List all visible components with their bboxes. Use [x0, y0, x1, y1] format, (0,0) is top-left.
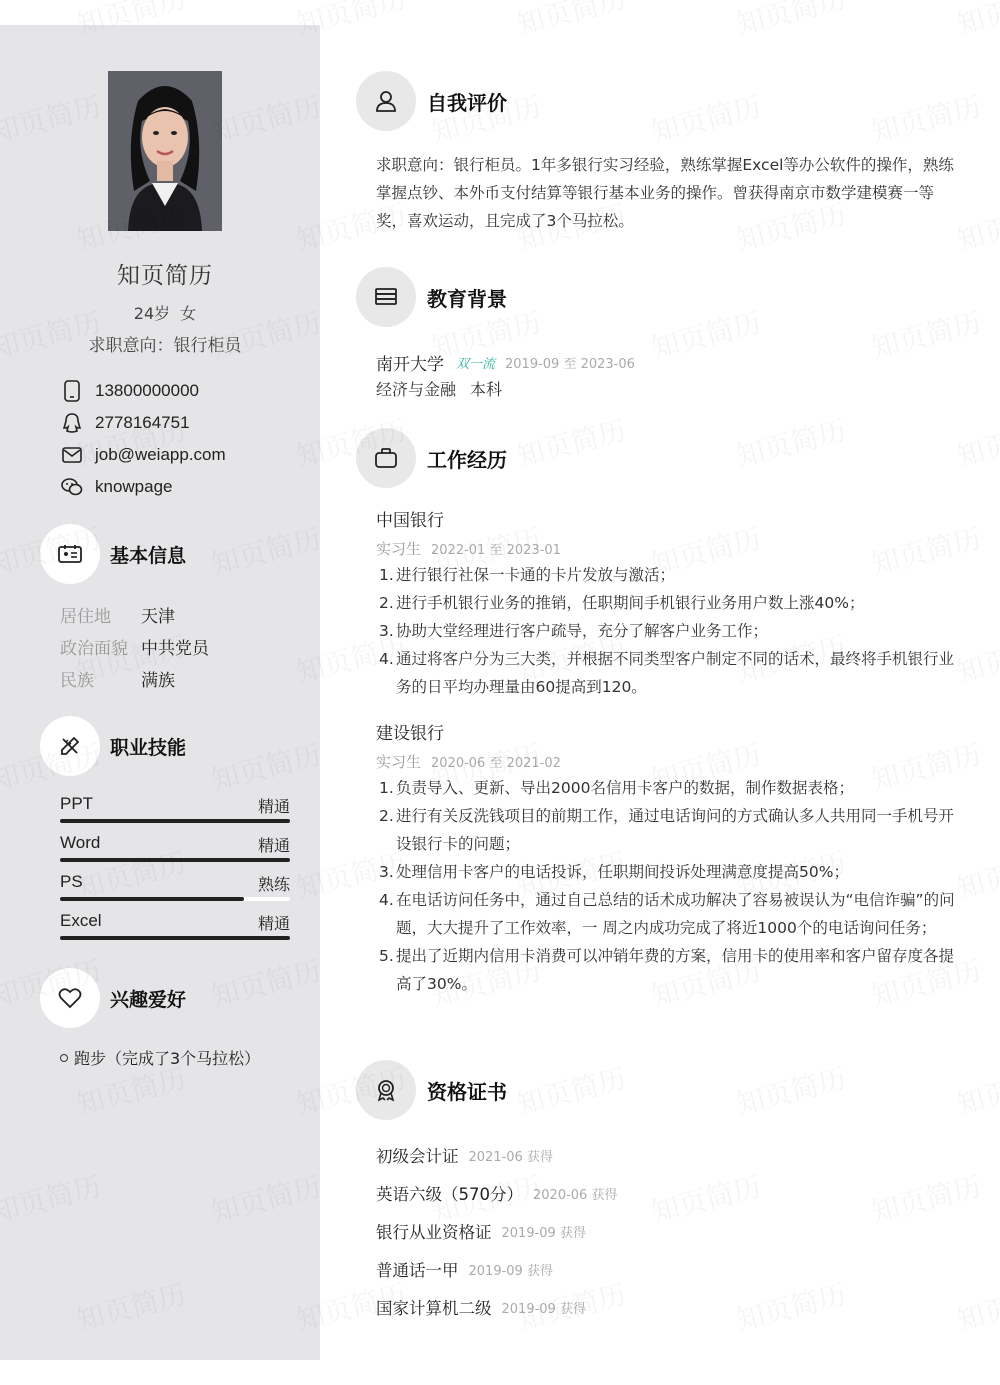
age-gender — [0, 301, 330, 324]
watermark-text — [867, 301, 985, 367]
skill-level: 精通 — [257, 836, 290, 855]
job-role-line — [376, 748, 956, 774]
watermark-text — [732, 0, 850, 43]
job-duties — [376, 774, 956, 998]
certificate-item — [376, 1212, 617, 1250]
education-entry — [376, 348, 635, 404]
duty-text: 负责导入、更新、导出2000名信用卡客户的数据，制作数据表格； — [396, 779, 854, 797]
award-icon — [356, 1060, 416, 1120]
watermark-text — [952, 409, 1000, 475]
section-hobbies — [40, 968, 186, 1028]
info-value: 天津 — [141, 606, 175, 627]
job-role: 实习生 — [376, 539, 422, 558]
basic-info-row — [60, 598, 209, 630]
age: 24岁 — [133, 304, 171, 323]
cert-name: 银行从业资格证 — [376, 1223, 492, 1242]
self-eval-text: 求职意向：银行柜员。1年多银行实习经验，熟练掌握Excel等办公软件的操作，熟练掌握点钞、本外币支付结算等银行基本业务的操作。曾获得南京市数学建模赛一等奖，喜欢运动，且完成了3个马拉松。 — [376, 156, 954, 230]
duty-text: 处理信用卡客户的电话投诉，任职期间投诉处理满意度提高50%； — [396, 863, 849, 881]
watermark-text — [647, 85, 765, 151]
watermark-text — [952, 193, 1000, 259]
watermark-text — [732, 409, 850, 475]
degree: 本科 — [470, 380, 503, 399]
duty-item: 5. 提出了近期内信用卡消费可以冲销年费的方案，信用卡的使用率和客户留存度各提高了30%。 — [379, 947, 955, 993]
education-title: 教育背景 — [427, 286, 507, 311]
certificate-item — [376, 1288, 617, 1326]
contact-list — [60, 375, 226, 503]
watermark-text — [512, 1057, 630, 1123]
job-duties — [376, 561, 956, 701]
duty-text: 通过将客户分为三大类，并根据不同类型客户制定不同的话术，最终将手机银行业务的日平均办理量由60提高到120。 — [396, 650, 955, 696]
education-detail — [376, 376, 635, 404]
hobby-item — [60, 1046, 260, 1069]
basic-info-row — [60, 662, 209, 694]
profile-name: 知页简历 — [117, 263, 213, 289]
section-certificates — [356, 1060, 507, 1120]
cert-name: 英语六级（570分） — [376, 1185, 523, 1204]
skill-level: 熟练 — [257, 875, 290, 894]
profile-photo — [108, 71, 222, 231]
duty-item: 3. 处理信用卡客户的电话投诉，任职期间投诉处理满意度提高50%； — [379, 863, 849, 881]
cert-date: 2019-09 获得 — [501, 1301, 586, 1317]
watermark-text — [427, 1381, 545, 1385]
pencil-ruler-icon — [40, 716, 100, 776]
duty-text: 提出了近期内信用卡消费可以冲销年费的方案，信用卡的使用率和客户留存度各提高了30%。 — [396, 947, 955, 993]
duty-text: 进行银行社保一卡通的卡片发放与激活； — [396, 566, 676, 584]
duty-item: 3. 协助大堂经理进行客户疏导，充分了解客户业务工作； — [379, 622, 769, 640]
wechat-text: knowpage — [95, 477, 173, 496]
skill-bar — [60, 819, 290, 823]
duty-text: 协助大堂经理进行客户疏导，充分了解客户业务工作； — [396, 622, 769, 640]
skills-title: 职业技能 — [110, 736, 187, 759]
section-work — [356, 428, 507, 488]
skill-bar — [60, 936, 290, 940]
skill-track — [60, 897, 290, 901]
watermark-text — [867, 85, 985, 151]
job-role-line — [376, 535, 956, 561]
major: 经济与金融 — [376, 380, 457, 399]
books-icon — [356, 267, 416, 327]
job-role: 实习生 — [376, 752, 422, 771]
skill-level: 精通 — [257, 797, 290, 816]
duty-item: 4. 通过将客户分为三大类，并根据不同类型客户制定不同的话术，最终将手机银行业务的日平均办理量由60提高到120。 — [379, 650, 955, 696]
basic-info-row — [60, 630, 209, 662]
school-tag: 双一流 — [456, 356, 496, 372]
education-header — [376, 348, 635, 376]
work-title: 工作经历 — [427, 447, 507, 472]
skill-name: PS — [60, 872, 83, 891]
phone-icon — [60, 379, 84, 403]
skill-name: Excel — [60, 911, 102, 930]
skill-bar — [60, 897, 244, 901]
duty-text: 进行手机银行业务的推销，任职期间手机银行业务用户数上涨40%； — [396, 594, 865, 612]
skill-bar — [60, 858, 290, 862]
info-key: 居住地 — [60, 606, 111, 627]
job-entry — [376, 507, 956, 701]
contact-qq — [60, 407, 226, 439]
watermark-text — [732, 1273, 850, 1339]
job-date: 2022-01 至 2023-01 — [431, 542, 561, 558]
skill-item — [60, 792, 290, 831]
section-education — [356, 267, 507, 327]
watermark-text — [647, 1381, 765, 1385]
self-eval-title: 自我评价 — [427, 90, 507, 115]
info-key: 政治面貌 — [60, 638, 128, 659]
wechat-icon — [60, 475, 84, 499]
skill-track — [60, 819, 290, 823]
job-intent: 求职意向：银行柜员 — [88, 336, 242, 356]
duty-text: 进行有关反洗钱项目的前期工作，通过电话询问的方式确认多人共用同一手机号开设银行卡的问题； — [396, 807, 955, 853]
watermark-text — [952, 1273, 1000, 1339]
certificate-list — [376, 1136, 617, 1326]
skill-track — [60, 858, 290, 862]
gender: 女 — [180, 304, 197, 323]
section-basic-info — [40, 524, 186, 584]
hobbies-title: 兴趣爱好 — [110, 988, 187, 1011]
skills-list — [60, 792, 290, 948]
certificate-item — [376, 1250, 617, 1288]
qq-text: 2778164751 — [95, 413, 190, 432]
contact-email — [60, 439, 226, 471]
skill-name: Word — [60, 833, 101, 852]
skill-track — [60, 936, 290, 940]
skill-item — [60, 831, 290, 870]
cert-date: 2019-09 获得 — [468, 1263, 553, 1279]
contact-wechat — [60, 471, 226, 503]
job-date: 2020-06 至 2021-02 — [431, 755, 561, 771]
basic-info-title: 基本信息 — [110, 544, 187, 567]
watermark-text — [867, 1381, 985, 1385]
heart-icon — [40, 968, 100, 1028]
watermark-text — [952, 0, 1000, 43]
basic-info-list — [60, 598, 209, 694]
skill-item — [60, 870, 290, 909]
cert-date: 2019-09 获得 — [501, 1225, 586, 1241]
cert-date: 2020-06 获得 — [533, 1187, 618, 1203]
watermark-text — [952, 625, 1000, 691]
duty-item: 1. 进行银行社保一卡通的卡片发放与激活； — [379, 566, 676, 584]
duty-item: 4. 在电话访问任务中，通过自己总结的话术成功解决了容易被误认为“电信诈骗”的问题，大大提升了工作效率，一 周之内成功完成了将近1000个的电话询问任务； — [379, 891, 955, 937]
duty-item: 1. 负责导入、更新、导出2000名信用卡客户的数据，制作数据表格； — [379, 779, 854, 797]
section-self-eval — [356, 71, 507, 131]
school-name: 南开大学 — [376, 354, 444, 375]
phone-text: 13800000000 — [95, 381, 200, 400]
user-icon — [356, 71, 416, 131]
cert-name: 国家计算机二级 — [376, 1299, 492, 1318]
watermark-text — [732, 1057, 850, 1123]
skill-name: PPT — [60, 794, 94, 813]
company-name: 建设银行 — [376, 724, 444, 744]
watermark-text — [207, 1381, 325, 1385]
duty-item: 2. 进行手机银行业务的推销，任职期间手机银行业务用户数上涨40%； — [379, 594, 865, 612]
job-entry — [376, 720, 956, 998]
sidebar — [0, 25, 320, 1360]
watermark-text — [512, 409, 630, 475]
id-card-icon — [40, 524, 100, 584]
qq-icon — [60, 411, 84, 435]
watermark-text — [647, 301, 765, 367]
cert-name: 初级会计证 — [376, 1147, 459, 1166]
briefcase-icon — [356, 428, 416, 488]
skill-level: 精通 — [257, 914, 290, 933]
duty-text: 在电话访问任务中，通过自己总结的话术成功解决了容易被误认为“电信诈骗”的问题，大大提升了工作效率，一 周之内成功完成了将近1000个的电话询问任务； — [396, 891, 955, 937]
cert-date: 2021-06 获得 — [468, 1149, 553, 1165]
certificates-title: 资格证书 — [427, 1079, 507, 1104]
email-text: job@weiapp.com — [95, 445, 226, 464]
cert-name: 普通话一甲 — [376, 1261, 459, 1280]
skill-item — [60, 909, 290, 948]
info-key: 民族 — [60, 670, 94, 691]
watermark-text — [0, 1381, 105, 1385]
certificate-item — [376, 1136, 617, 1174]
watermark-text — [512, 0, 630, 43]
info-value: 满族 — [141, 670, 175, 691]
duty-item: 2. 进行有关反洗钱项目的前期工作，通过电话询问的方式确认多人共用同一手机号开设银行卡的问题； — [379, 807, 955, 853]
section-skills — [40, 716, 186, 776]
watermark-text — [647, 1165, 765, 1231]
email-icon — [60, 443, 84, 467]
hobby-text: 跑步（完成了3个马拉松） — [74, 1049, 261, 1068]
bullet-dot — [60, 1054, 68, 1062]
watermark-text — [867, 1165, 985, 1231]
company-name: 中国银行 — [376, 511, 444, 531]
contact-phone — [60, 375, 226, 407]
education-date: 2019-09 至 2023-06 — [505, 356, 635, 372]
watermark-text — [952, 841, 1000, 907]
watermark-text — [952, 1057, 1000, 1123]
certificate-item — [376, 1174, 617, 1212]
info-value: 中共党员 — [141, 638, 209, 659]
